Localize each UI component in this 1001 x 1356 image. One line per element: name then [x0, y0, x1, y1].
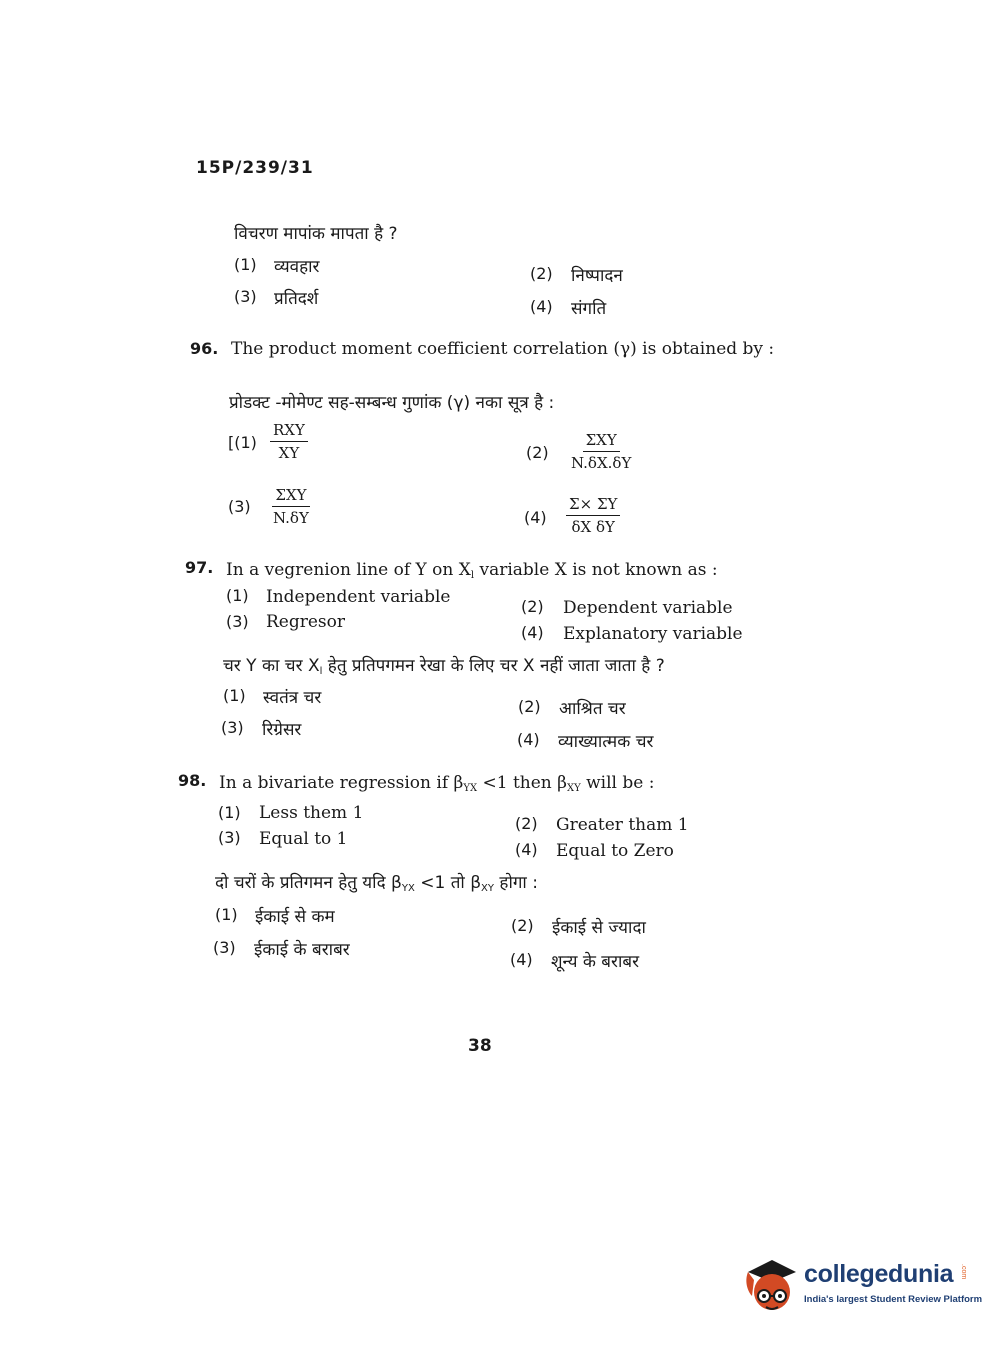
q95-opt1-num: (1) [234, 255, 257, 274]
q96-opt4-fraction [566, 494, 620, 537]
q95-opt4-text: संगति [571, 299, 607, 319]
q96-opt3-num: (3) [228, 497, 251, 516]
q95-opt3-text: प्रतिदर्श [274, 289, 319, 309]
q98-hindi-opt1-text: ईकाई से कम [255, 907, 335, 927]
q97-hindi-opt1-text: स्वतंत्र चर [263, 688, 322, 708]
q98-text-c: will be : [580, 773, 655, 793]
q98-hindi-sub1: YX [401, 883, 415, 894]
numerator: ΣXY [272, 485, 309, 507]
q97-hindi-text [223, 653, 665, 677]
q97-opt4-text: Explanatory variable [563, 624, 743, 644]
q97-hindi-opt4-text: व्याख्यात्मक चर [558, 732, 654, 752]
q95-opt2-text: निष्पादन [571, 266, 623, 286]
q95-opt3-num: (3) [234, 287, 257, 306]
q97-opt2-text: Dependent variable [563, 598, 733, 618]
q98-sub1: YX [463, 783, 478, 794]
logo-tagline: India's largest Student Review Platform [804, 1294, 983, 1305]
q98-hindi-c: होगा : [494, 873, 538, 893]
q97-hindi-opt2-text: आश्रित चर [559, 699, 626, 719]
q98-hindi-opt2-text: ईकाई से ज्यादा [552, 918, 646, 938]
logo-com-text: .com [960, 1264, 967, 1280]
q96-opt1-fraction [270, 420, 308, 463]
q97-number: 97. [185, 558, 214, 577]
q97-hindi-a: चर Y का चर X [223, 656, 320, 676]
q98-text-a: In a bivariate regression if β [219, 773, 464, 793]
q97-hindi-opt3-text: रिग्रेसर [262, 720, 302, 740]
q98-number: 98. [178, 771, 207, 790]
q98-hindi-opt2-num: (2) [511, 916, 534, 935]
collegedunia-logo [742, 1252, 983, 1314]
q97-opt1-num: (1) [226, 586, 249, 605]
denominator: N.δY [273, 509, 309, 527]
page-number: 38 [468, 1036, 492, 1056]
denominator: N.δX.δY [571, 454, 632, 472]
q97-hindi-opt3-num: (3) [221, 718, 244, 737]
q97-hindi-opt4-num: (4) [517, 730, 540, 749]
q98-hindi-a: दो चरों के प्रतिगमन हेतु यदि β [215, 873, 402, 893]
q98-opt1-num: (1) [218, 803, 241, 822]
q98-hindi-opt4-text: शून्य के बराबर [551, 952, 640, 972]
q98-opt4-num: (4) [515, 840, 538, 859]
q97-text [226, 560, 718, 581]
q97-hindi-opt2-num: (2) [518, 697, 541, 716]
q96-hindi-text: प्रोडक्ट -मोमेण्ट सह-सम्बन्ध गुणांक (γ) नका सूत्र है : [229, 393, 555, 413]
q97-text-a: In a vegrenion line of Y on X [226, 560, 471, 580]
q96-number: 96. [190, 339, 219, 358]
q98-hindi-opt1-num: (1) [215, 905, 238, 924]
q96-text: The product moment coefficient correlation (γ) is obtained by : [231, 339, 775, 359]
q98-opt2-text: Greater tham 1 [556, 815, 689, 835]
numerator: Σ× ΣY [566, 494, 620, 516]
q98-opt2-num: (2) [515, 814, 538, 833]
q97-opt4-num: (4) [521, 623, 544, 642]
paper-code: 15P/239/31 [196, 158, 314, 178]
q98-opt3-num: (3) [218, 828, 241, 847]
q98-opt3-text: Equal to 1 [259, 829, 348, 849]
q96-opt1-num: [(1) [228, 433, 257, 452]
q97-hindi-b: हेतु प्रतिपगमन रेखा के लिए चर X नहीं जाता जाता है ? [322, 656, 665, 676]
q98-hindi-sub2: XY [481, 883, 495, 894]
q96-opt2-fraction [568, 430, 634, 473]
q98-sub2: XY [566, 783, 581, 794]
q98-hindi-opt3-text: ईकाई के बराबर [254, 940, 350, 960]
q98-hindi-opt4-num: (4) [510, 950, 533, 969]
q97-opt2-num: (2) [521, 597, 544, 616]
q98-hindi-text [215, 870, 538, 894]
logo-brand-text: collegedunia [804, 1260, 954, 1288]
graduate-mascot-icon [742, 1252, 800, 1314]
q97-opt3-text: Regresor [266, 612, 346, 632]
q97-opt3-num: (3) [226, 612, 249, 631]
q95-opt1-text: व्यवहार [274, 257, 320, 277]
q95-hindi-text: विचरण मापांक मापता है ? [234, 224, 398, 244]
q98-opt1-text: Less them 1 [259, 803, 364, 823]
q98-opt4-text: Equal to Zero [556, 841, 674, 861]
q98-hindi-opt3-num: (3) [213, 938, 236, 957]
numerator: ΣXY [583, 430, 620, 452]
q95-opt4-num: (4) [530, 297, 553, 316]
denominator: XY [278, 444, 300, 462]
q98-text-b: <1 then β [477, 773, 567, 793]
q97-text-b: variable X is not known as : [474, 560, 718, 580]
q96-opt2-num: (2) [526, 443, 549, 462]
denominator: δX δY [571, 518, 615, 536]
q97-opt1-text: Independent variable [266, 587, 451, 607]
q97-hindi-sub: l [319, 666, 323, 677]
q96-opt3-fraction [270, 485, 312, 528]
q98-hindi-b: <1 तो β [414, 873, 482, 893]
q96-opt4-num: (4) [524, 508, 547, 527]
q98-text [219, 773, 654, 794]
numerator: RXY [270, 420, 308, 442]
q97-hindi-opt1-num: (1) [223, 686, 246, 705]
q97-text-sub: l [470, 570, 475, 581]
q95-opt2-num: (2) [530, 264, 553, 283]
